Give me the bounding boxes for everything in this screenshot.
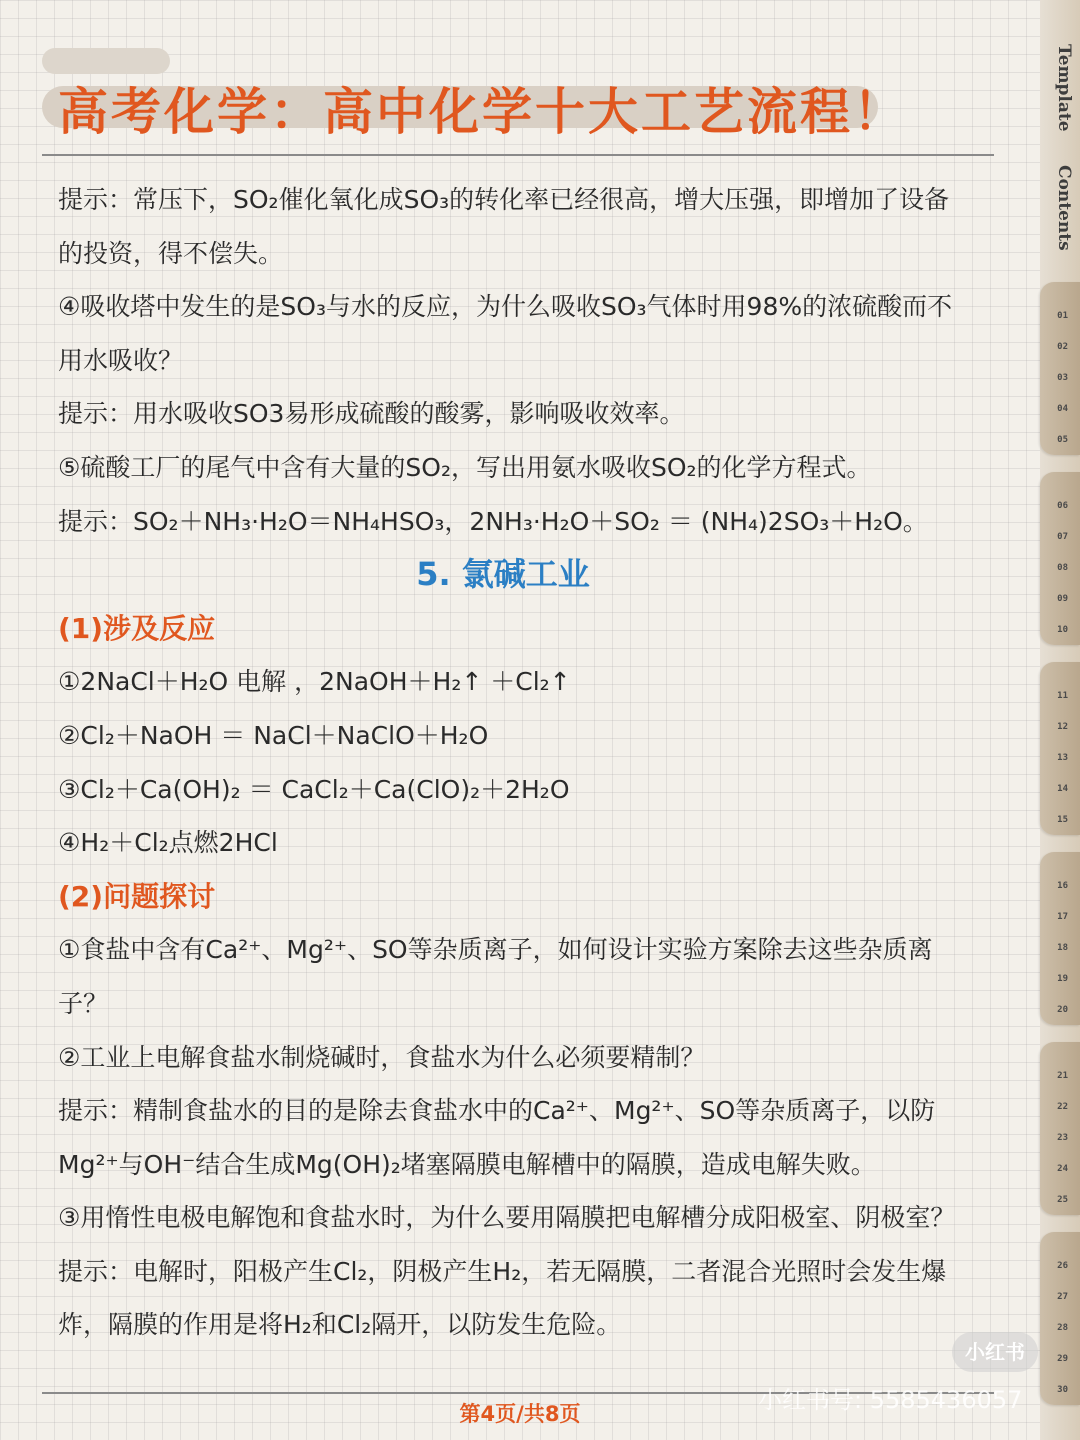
index-tab-26[interactable]: 26	[1057, 1261, 1068, 1271]
text-line: ②工业上电解食盐水制烧碱时，食盐水为什么必须要精制？	[58, 1042, 706, 1072]
text-line: 提示：SO₂＋NH₃·H₂O＝NH₄HSO₃，2NH₃·H₂O＋SO₂ ＝ (NH₄)2SO₃＋H₂O。	[58, 506, 928, 536]
text-line: 的投资，得不偿失。	[58, 238, 284, 268]
index-tab-30[interactable]: 30	[1057, 1385, 1068, 1395]
index-tab-09[interactable]: 09	[1057, 594, 1068, 604]
text-line: ①2NaCl＋H₂O 电解 ，2NaOH＋H₂↑ ＋Cl₂↑	[58, 667, 571, 697]
index-tab-17[interactable]: 17	[1057, 912, 1068, 922]
text-line: ①食盐中含有Ca²⁺、Mg²⁺、SO等杂质离子，如何设计实验方案除去这些杂质离	[58, 935, 933, 965]
index-tab-12[interactable]: 12	[1057, 722, 1068, 732]
section-heading: 5. 氯碱工业	[416, 555, 590, 594]
index-tab-27[interactable]: 27	[1057, 1292, 1068, 1302]
title-decoration-pill	[42, 48, 170, 74]
text-line: ④H₂＋Cl₂点燃2HCl	[58, 828, 278, 858]
tab-strip-labels	[1052, 44, 1074, 251]
index-tab-01[interactable]: 01	[1057, 311, 1068, 321]
index-tab-21[interactable]: 21	[1057, 1071, 1068, 1081]
index-tab-24[interactable]: 24	[1057, 1164, 1068, 1174]
subsection-heading: (2)问题探讨	[58, 879, 216, 913]
index-tab-06[interactable]: 06	[1057, 501, 1068, 511]
page-number: 第4页/共8页	[459, 1402, 581, 1426]
index-tab-strip	[1040, 0, 1080, 1440]
index-tab-03[interactable]: 03	[1057, 373, 1068, 383]
watermark-account: 小红书号: 5585436057	[758, 1386, 1023, 1414]
index-tab-16[interactable]: 16	[1057, 881, 1068, 891]
text-line: 提示：常压下，SO₂催化氧化成SO₃的转化率已经很高，增大压强，即增加了设备	[58, 185, 950, 214]
tab-group	[1040, 1042, 1080, 1215]
index-tab-14[interactable]: 14	[1057, 784, 1068, 794]
text-line: Mg²⁺与OH⁻结合生成Mg(OH)₂堵塞隔膜电解槽中的隔膜，造成电解失败。	[58, 1149, 876, 1179]
text-line: ②Cl₂＋NaOH ＝ NaCl＋NaClO＋H₂O	[58, 720, 489, 750]
text-line: 提示：用水吸收SO3易形成硫酸的酸雾，影响吸收效率。	[58, 399, 685, 429]
page-title: 高考化学：高中化学十大工艺流程！	[58, 83, 906, 141]
index-tab-19[interactable]: 19	[1057, 974, 1068, 984]
text-line: 用水吸收？	[58, 345, 184, 375]
index-tab-11[interactable]: 11	[1057, 691, 1068, 701]
index-tab-04[interactable]: 04	[1057, 404, 1068, 414]
index-tab-18[interactable]: 18	[1057, 943, 1068, 953]
tab-group	[1040, 662, 1080, 835]
text-line: ③用惰性电极电解饱和食盐水时，为什么要用隔膜把电解槽分成阳极室、阴极室？	[58, 1203, 956, 1233]
index-tab-29[interactable]: 29	[1057, 1354, 1068, 1364]
index-tab-25[interactable]: 25	[1057, 1195, 1068, 1205]
index-tab-07[interactable]: 07	[1057, 532, 1068, 542]
index-tab-22[interactable]: 22	[1057, 1102, 1068, 1112]
index-tab-02[interactable]: 02	[1057, 342, 1068, 352]
index-tab-13[interactable]: 13	[1057, 753, 1068, 763]
tab-group	[1040, 852, 1080, 1025]
index-tab-23[interactable]: 23	[1057, 1133, 1068, 1143]
tab-group	[1040, 472, 1080, 645]
text-line: 提示：电解时，阳极产生Cl₂，阴极产生H₂，若无隔膜，二者混合光照时会发生爆	[58, 1256, 947, 1286]
index-tab-05[interactable]: 05	[1057, 435, 1068, 445]
tab-group	[1040, 282, 1080, 455]
text-line: ④吸收塔中发生的是SO₃与水的反应，为什么吸收SO₃气体时用98%的浓硫酸而不	[58, 292, 953, 322]
index-tab-10[interactable]: 10	[1057, 625, 1068, 635]
index-tab-08[interactable]: 08	[1057, 563, 1068, 573]
index-tab-20[interactable]: 20	[1057, 1005, 1068, 1015]
title-divider	[42, 154, 994, 156]
index-tab-28[interactable]: 28	[1057, 1323, 1068, 1333]
subsection-heading: (1)涉及反应	[58, 611, 216, 645]
contents-label: Contents	[1054, 165, 1074, 252]
text-line: ⑤硫酸工厂的尾气中含有大量的SO₂，写出用氨水吸收SO₂的化学方程式。	[58, 452, 872, 482]
text-line: 炸，隔膜的作用是将H₂和Cl₂隔开，以防发生危险。	[58, 1310, 622, 1340]
text-line: 子？	[58, 988, 109, 1018]
index-tab-15[interactable]: 15	[1057, 815, 1068, 825]
text-line: 提示：精制食盐水的目的是除去食盐水中的Ca²⁺、Mg²⁺、SO等杂质离子，以防	[58, 1096, 936, 1126]
text-line: ③Cl₂＋Ca(OH)₂ ＝ CaCl₂＋Ca(ClO)₂＋2H₂O	[58, 774, 570, 804]
notes-content	[58, 173, 1018, 1352]
template-label: Template	[1054, 44, 1074, 132]
xiaohongshu-logo: 小红书	[952, 1332, 1038, 1372]
tab-group	[1040, 1232, 1080, 1405]
